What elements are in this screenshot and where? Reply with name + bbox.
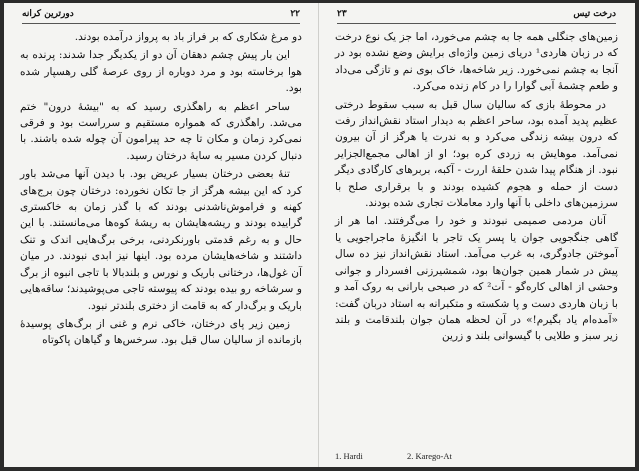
paragraph: در محوطهٔ بازی که سالیان سال قبل به سبب سقوط درختی عظیم پدید آمده بود، ساحر اعظم به دیدار استاد نقش‌انداز رفت که درون بیشه زندگی می‌کرد و به ندرت یا هرگز از آن بیرون نمی‌آمد. موهایش به زردی کره بود؛ او از اهالی مجمع‌الجزایر نبود. از هنگام پیدا شدن حلقهٔ اررت - آکبه، بربرهای کارگادی دیگر دست از حمله و هجوم کشیده بودند و با برقراری صلح با سرزمین‌های داخلی با آنها وارد معاملات تجاری شده بودند. — [335, 98, 618, 210]
paragraph: دو مرغ شکاری که بر فراز باد به پرواز درآمده بودند. — [74, 31, 302, 43]
footnote: 1. Hardi — [335, 451, 363, 461]
paragraph: زمین زیر پای درختان، خاکی نرم و غنی از برگ‌های پوسیدهٔ بازمانده از سالیان سال قبل بود. سرخس‌ها و گیاهان پاکوتاه — [20, 317, 302, 347]
right-running-title: درخت تیس — [573, 9, 616, 19]
footnotes — [335, 451, 618, 461]
right-page-header — [337, 9, 616, 24]
right-page-text — [335, 29, 618, 347]
paragraph: زمین‌های جنگلی همه جا به چشم می‌خورد، اما جز یک نوع درخت که در زبان هاردی¹ دریای زمین واژه‌ای برایش وضع نشده بود در آنجا به چشم نمی‌خورد. زیر شاخه‌ها، خاک بوی نم و تازگی می‌داد و طعم چشمهٔ آبی گوارا را در کام زنده می‌کرد. — [335, 31, 618, 93]
paragraph: ساحر اعظم به راهگذری رسید که به "بیشهٔ درون" ختم می‌شد. راهگذری که همواره مستقیم و سرراست بود و فرقی نمی‌کرد زمان و مکان تا چه حد پیرامون آن چوله شده باشند. با دنبال کردن مسیر به سایهٔ درختان رسید. — [20, 100, 302, 162]
footnote: 2. Karego-At — [406, 451, 452, 461]
left-running-title: دورترین کرانه — [22, 9, 74, 19]
right-page — [319, 3, 634, 467]
left-page-header — [22, 9, 300, 24]
paragraph: این بار پیش چشم دهقان آن دو از یکدیگر جدا شدند: پرنده به هوا برخاسته بود و مرد دوباره از روی عرصهٔ گلی رهسپار شده بود. — [20, 49, 302, 95]
right-page-number: ۲۳ — [337, 9, 347, 19]
left-page — [4, 3, 319, 467]
left-page-number: ۲۲ — [290, 9, 300, 19]
left-page-text — [20, 29, 302, 351]
paragraph: تنهٔ بعضی درختان بسیار عریض بود. با دیدن آنها می‌شد باور کرد که این بیشه هرگز از جا تکان نخورده: درختان چون برج‌های کهنه و فراموش‌ناشدنی بودند که با گذر زمان به خاکستری گراییده بودند و ریشه‌هایشان به ریشهٔ کوه‌ها می‌مانستند. با این حال و به رغم قدمتی باورنکردنی، برخی برگ‌هایی اندک و تنک داشتند و شاخه‌هایشان مرده بود. اینها نیز ابدی نبودند. در میان آن غول‌ها، درختانی باریک و نورس و بلندبالا با تاجی انبوه از برگ و سرشاخه رو بیده بودند که پیوسته تاجی می‌پوشیدند؛ ساقه‌هایی باریک و برگ‌دار که به قامت از دختری بلندتر نبود. — [20, 168, 302, 312]
book-spread — [4, 3, 635, 467]
paragraph: آنان مردمی صمیمی نبودند و خود را می‌گرفتند. اما هر از گاهی جنگجویی جوان یا پسر یک تاجر با انگیزهٔ ماجراجویی یا آموختن جادوگری، به غرب می‌آمد. استاد نقش‌انداز نیز ده سال پیش در شمار همین جوان‌ها بود، شمشیرزنی افسردار و جوانی وحشی از اهالی کاره‌گو - آت² که در صبحی بارانی به روک آمد و با زبان هاردی دست و پا شکسته و متکبرانه به استاد دربان گفت: «آمده‌ام یاد بگیرم!» در آن لحظه همان جوان بلندقامت و بلند زیر سبز و طلایی با گیسوانی بلند و زرین — [335, 215, 618, 343]
